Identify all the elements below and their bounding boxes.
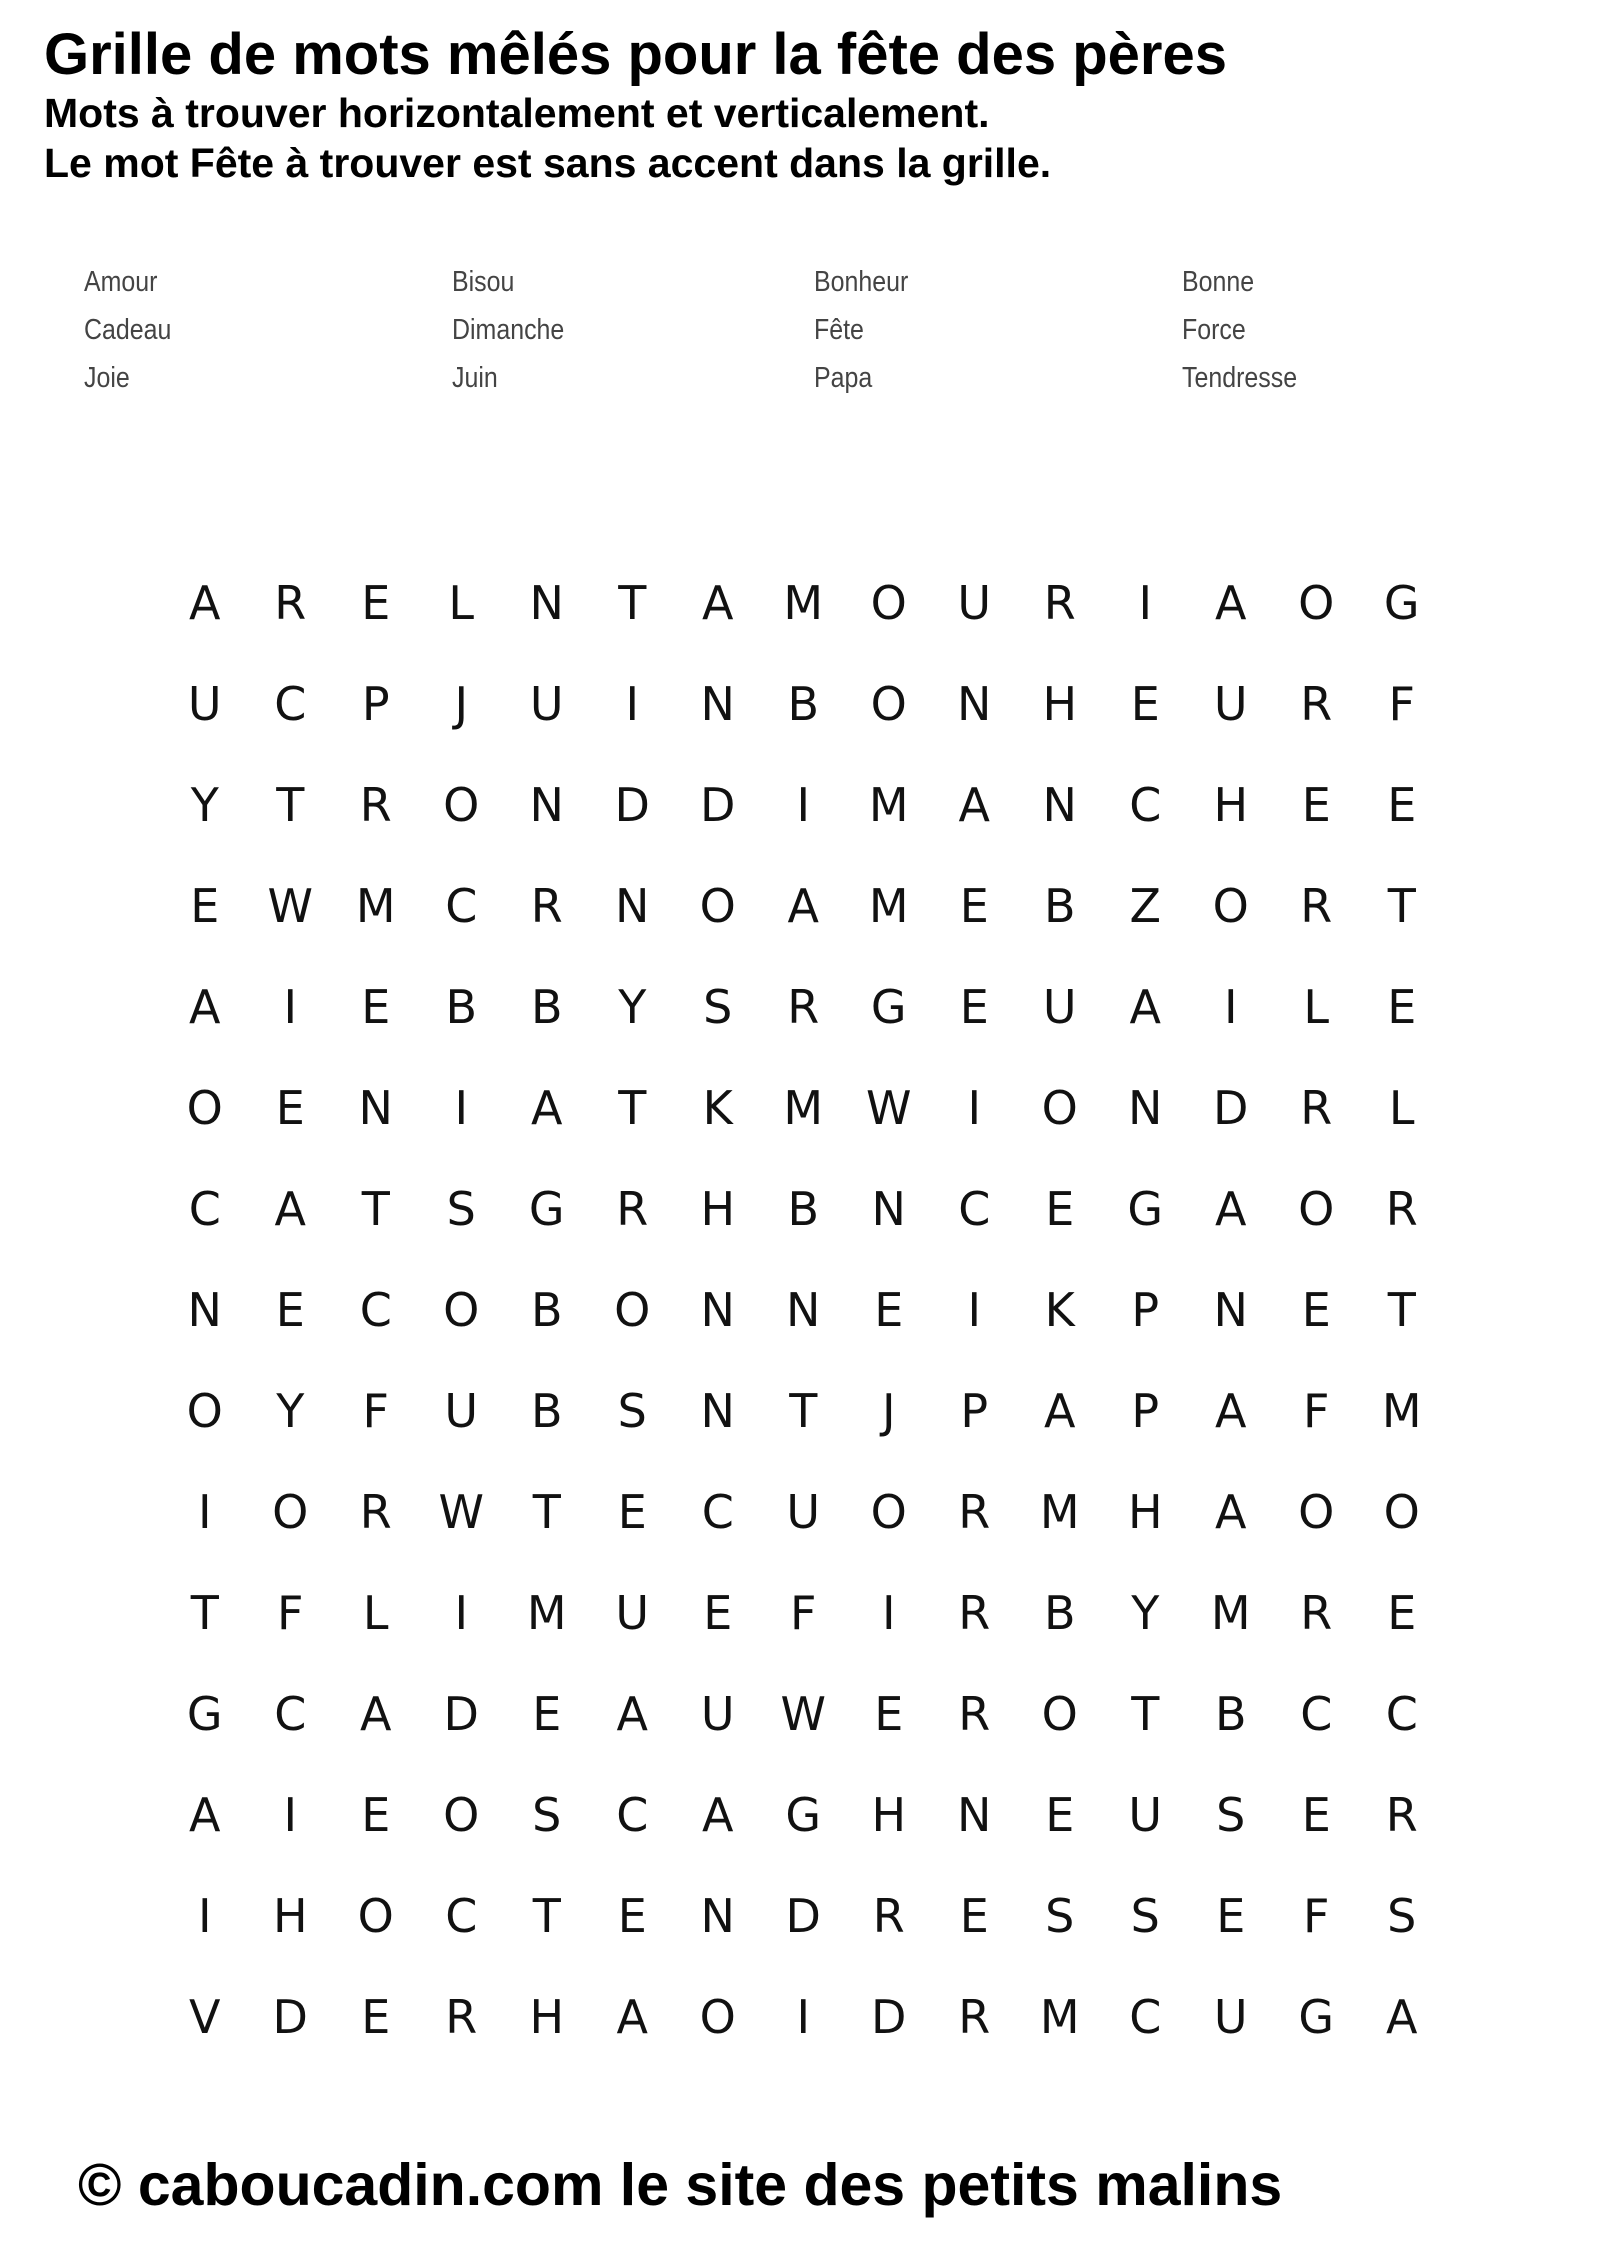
grid-cell: Z	[1129, 879, 1161, 933]
grid-cell: Y	[1131, 1586, 1160, 1640]
grid-cell: C	[1129, 778, 1162, 832]
grid-cell: A	[702, 1788, 734, 1842]
grid-cell: O	[357, 1889, 394, 1943]
grid-cell: A	[189, 1788, 221, 1842]
grid-cell: A	[531, 1081, 563, 1135]
grid-cell: R	[1043, 576, 1076, 630]
grid-cell: E	[1045, 1788, 1075, 1842]
grid-cell: E	[361, 980, 391, 1034]
word-list-item: Force	[1182, 314, 1246, 346]
grid-cell: R	[1385, 1788, 1418, 1842]
grid-cell: R	[958, 1990, 991, 2044]
grid-cell: G	[528, 1182, 565, 1236]
grid-cell: F	[362, 1384, 389, 1438]
grid-cell: P	[960, 1384, 989, 1438]
grid-cell: A	[958, 778, 990, 832]
grid-cell: D	[871, 1990, 907, 2044]
grid-cell: I	[197, 1889, 212, 1943]
grid-cell: U	[1213, 677, 1248, 731]
grid-cell: R	[787, 980, 820, 1034]
grid-cell: I	[283, 980, 298, 1034]
grid-cell: R	[359, 1485, 392, 1539]
grid-cell: N	[786, 1283, 821, 1337]
grid-cell: O	[1298, 1182, 1335, 1236]
grid-cell: L	[448, 576, 475, 630]
grid-cell: O	[272, 1485, 309, 1539]
grid-cell: E	[1130, 677, 1160, 731]
grid-cell: A	[702, 576, 734, 630]
grid-cell: O	[1212, 879, 1249, 933]
grid-cell: D	[785, 1889, 821, 1943]
grid-cell: E	[1301, 778, 1331, 832]
grid-cell: O	[1298, 1485, 1335, 1539]
grid-cell: G	[1127, 1182, 1164, 1236]
grid-cell: D	[1213, 1081, 1249, 1135]
grid-cell: E	[1387, 980, 1417, 1034]
grid-cell: T	[618, 1081, 647, 1135]
grid-cell: Y	[190, 778, 219, 832]
grid-cell: I	[796, 1990, 811, 2044]
grid-cell: A	[360, 1687, 392, 1741]
grid-cell: G	[186, 1687, 223, 1741]
grid-cell: N	[957, 1788, 992, 1842]
grid-cell: A	[1044, 1384, 1076, 1438]
grid-cell: F	[1303, 1889, 1330, 1943]
grid-cell: U	[1042, 980, 1077, 1034]
grid-cell: I	[625, 677, 640, 731]
word-list-item: Fête	[814, 314, 864, 346]
word-list-item: Bonne	[1182, 266, 1255, 298]
grid-cell: C	[1300, 1687, 1333, 1741]
grid-cell: E	[361, 1788, 391, 1842]
grid-cell: R	[958, 1485, 991, 1539]
grid-cell: O	[870, 677, 907, 731]
grid-cell: A	[274, 1182, 306, 1236]
grid-cell: B	[787, 1182, 820, 1236]
grid-cell: N	[1213, 1283, 1248, 1337]
grid-cell: T	[532, 1889, 561, 1943]
grid-cell: M	[355, 879, 396, 933]
word-list-item: Bisou	[452, 266, 515, 298]
grid-cell: S	[1130, 1889, 1160, 1943]
word-list-item: Tendresse	[1182, 362, 1298, 394]
grid-cell: A	[1129, 980, 1161, 1034]
grid-cell: S	[532, 1788, 562, 1842]
grid-cell: R	[530, 879, 563, 933]
grid-cell: H	[529, 1990, 565, 2044]
grid-cell: O	[699, 1990, 736, 2044]
grid-cell: N	[1128, 1081, 1163, 1135]
grid-cell: U	[529, 677, 564, 731]
grid-cell: D	[614, 778, 650, 832]
grid-cell: R	[445, 1990, 478, 2044]
grid-cell: G	[785, 1788, 822, 1842]
grid-cell: O	[1041, 1687, 1078, 1741]
grid-cell: L	[1303, 980, 1330, 1034]
grid-cell: D	[272, 1990, 308, 2044]
grid-cell: N	[700, 1384, 735, 1438]
grid-cell: P	[361, 677, 390, 731]
grid-cell: B	[787, 677, 820, 731]
grid-cell: F	[1303, 1384, 1330, 1438]
grid-cell: T	[1131, 1687, 1160, 1741]
grid-cell: T	[276, 778, 305, 832]
grid-cell: R	[1300, 677, 1333, 731]
grid-cell: P	[1131, 1384, 1160, 1438]
grid-cell: W	[438, 1485, 484, 1539]
grid-cell: O	[614, 1283, 651, 1337]
grid-cell: E	[1045, 1182, 1075, 1236]
grid-cell: R	[359, 778, 392, 832]
grid-cell: E	[703, 1586, 733, 1640]
word-list-item: Cadeau	[84, 314, 172, 346]
grid-cell: R	[958, 1586, 991, 1640]
footer-copyright: © caboucadin.com le site des petits malins	[78, 2152, 1283, 2218]
grid-cell: U	[444, 1384, 479, 1438]
grid-cell: B	[530, 1384, 563, 1438]
grid-cell: T	[1387, 879, 1416, 933]
grid-cell: P	[1131, 1283, 1160, 1337]
grid-cell: I	[454, 1081, 469, 1135]
grid-cell: I	[454, 1586, 469, 1640]
grid-cell: R	[1300, 1586, 1333, 1640]
grid-cell: C	[445, 879, 478, 933]
grid-cell: A	[189, 576, 221, 630]
letter-grid	[162, 568, 1445, 2083]
grid-cell: N	[957, 677, 992, 731]
grid-cell: C	[1385, 1687, 1418, 1741]
grid-cell: L	[1388, 1081, 1415, 1135]
grid-cell: M	[526, 1586, 567, 1640]
word-list	[84, 258, 1524, 402]
grid-cell: E	[532, 1687, 562, 1741]
grid-cell: B	[530, 980, 563, 1034]
grid-cell: S	[1216, 1788, 1246, 1842]
grid-cell: N	[871, 1182, 906, 1236]
grid-cell: C	[1129, 1990, 1162, 2044]
grid-cell: N	[529, 778, 564, 832]
grid-cell: O	[870, 1485, 907, 1539]
grid-cell: H	[700, 1182, 736, 1236]
grid-cell: C	[274, 677, 307, 731]
grid-cell: T	[532, 1485, 561, 1539]
grid-cell: Y	[618, 980, 647, 1034]
grid-cell: O	[443, 1788, 480, 1842]
grid-cell: N	[358, 1081, 393, 1135]
grid-cell: K	[1044, 1283, 1075, 1337]
grid-cell: R	[1300, 1081, 1333, 1135]
word-list-item: Dimanche	[452, 314, 565, 346]
grid-cell: H	[1127, 1485, 1163, 1539]
grid-cell: O	[443, 1283, 480, 1337]
grid-cell: F	[277, 1586, 304, 1640]
grid-cell: O	[186, 1081, 223, 1135]
grid-cell: T	[618, 576, 647, 630]
grid-cell: E	[617, 1485, 647, 1539]
grid-cell: E	[959, 879, 989, 933]
grid-cell: M	[783, 1081, 824, 1135]
grid-cell: E	[874, 1283, 904, 1337]
grid-cell: E	[1387, 1586, 1417, 1640]
grid-cell: R	[872, 1889, 905, 1943]
grid-cell: S	[617, 1384, 647, 1438]
grid-cell: G	[1383, 576, 1420, 630]
grid-cell: T	[361, 1182, 390, 1236]
grid-cell: W	[780, 1687, 826, 1741]
grid-cell: A	[1215, 576, 1247, 630]
header	[44, 22, 1564, 188]
grid-cell: O	[443, 778, 480, 832]
instruction-line-2: Le mot Fête à trouver est sans accent dans la grille.	[44, 140, 1052, 186]
grid-cell: M	[1381, 1384, 1422, 1438]
grid-cell: O	[1383, 1485, 1420, 1539]
grid-cell: E	[1301, 1788, 1331, 1842]
grid-cell: H	[1213, 778, 1249, 832]
grid-cell: U	[1128, 1788, 1163, 1842]
grid-cell: O	[1298, 576, 1335, 630]
grid-cell: B	[1043, 879, 1076, 933]
grid-cell: C	[958, 1182, 991, 1236]
grid-cell: M	[868, 778, 909, 832]
grid-cell: S	[1045, 1889, 1075, 1943]
grid-cell: T	[1387, 1283, 1416, 1337]
grid-cell: O	[186, 1384, 223, 1438]
grid-cell: N	[187, 1283, 222, 1337]
word-list-item: Papa	[814, 362, 873, 394]
grid-cell: C	[188, 1182, 221, 1236]
grid-cell: J	[881, 1384, 896, 1438]
grid-cell: O	[1041, 1081, 1078, 1135]
grid-cell: Y	[276, 1384, 305, 1438]
grid-cell: E	[617, 1889, 647, 1943]
grid-cell: D	[700, 778, 736, 832]
grid-cell: L	[362, 1586, 389, 1640]
grid-cell: S	[446, 1182, 476, 1236]
grid-cell: M	[783, 576, 824, 630]
grid-cell: A	[1215, 1485, 1247, 1539]
grid-cell: T	[190, 1586, 219, 1640]
grid-cell: V	[189, 1990, 221, 2044]
grid-cell: I	[967, 1283, 982, 1337]
grid-cell: G	[1298, 1990, 1335, 2044]
instruction-line-1: Mots à trouver horizontalement et verticalement.	[44, 90, 990, 136]
grid-cell: H	[272, 1889, 308, 1943]
grid-cell: R	[616, 1182, 649, 1236]
word-list-item: Joie	[84, 362, 130, 394]
grid-cell: E	[959, 1889, 989, 1943]
grid-cell: A	[616, 1687, 648, 1741]
grid-cell: A	[616, 1990, 648, 2044]
grid-cell: N	[700, 1283, 735, 1337]
grid-cell: R	[274, 576, 307, 630]
grid-cell: U	[615, 1586, 650, 1640]
grid-cell: C	[274, 1687, 307, 1741]
grid-cell: I	[967, 1081, 982, 1135]
grid-cell: B	[1214, 1687, 1247, 1741]
word-list-item: Amour	[84, 266, 158, 298]
grid-cell: E	[1387, 778, 1417, 832]
grid-cell: M	[1210, 1586, 1251, 1640]
grid-cell: E	[874, 1687, 904, 1741]
grid-cell: G	[870, 980, 907, 1034]
grid-cell: T	[789, 1384, 818, 1438]
grid-cell: A	[189, 980, 221, 1034]
grid-cell: N	[700, 677, 735, 731]
word-list-item: Juin	[452, 362, 498, 394]
grid-cell: I	[881, 1586, 896, 1640]
grid-cell: N	[529, 576, 564, 630]
grid-cell: E	[275, 1081, 305, 1135]
grid-cell: U	[957, 576, 992, 630]
grid-cell: F	[1388, 677, 1415, 731]
grid-cell: H	[1042, 677, 1078, 731]
grid-cell: R	[1300, 879, 1333, 933]
grid-cell: I	[1223, 980, 1238, 1034]
grid-cell: I	[283, 1788, 298, 1842]
grid-cell: A	[1215, 1384, 1247, 1438]
grid-cell: H	[871, 1788, 907, 1842]
grid-cell: B	[530, 1283, 563, 1337]
grid-cell: D	[443, 1687, 479, 1741]
grid-cell: U	[1213, 1990, 1248, 2044]
grid-cell: F	[790, 1586, 817, 1640]
grid-cell: C	[445, 1889, 478, 1943]
grid-cell: A	[1386, 1990, 1418, 2044]
grid-cell: N	[615, 879, 650, 933]
grid-cell: C	[701, 1485, 734, 1539]
page-title: Grille de mots mêlés pour la fête des pères	[44, 22, 1227, 87]
grid-cell: M	[1039, 1990, 1080, 2044]
word-list-item: Bonheur	[814, 266, 909, 298]
grid-cell: E	[361, 1990, 391, 2044]
grid-cell: I	[197, 1485, 212, 1539]
grid-cell: B	[1043, 1586, 1076, 1640]
grid-cell: E	[275, 1283, 305, 1337]
grid-cell: A	[1215, 1182, 1247, 1236]
grid-cell: K	[702, 1081, 733, 1135]
grid-cell: O	[699, 879, 736, 933]
grid-cell: C	[616, 1788, 649, 1842]
grid-cell: N	[700, 1889, 735, 1943]
grid-cell: E	[190, 879, 220, 933]
grid-cell: E	[959, 980, 989, 1034]
grid-cell: N	[1042, 778, 1077, 832]
grid-cell: E	[1301, 1283, 1331, 1337]
grid-cell: S	[703, 980, 733, 1034]
grid-cell: A	[787, 879, 819, 933]
grid-cell: I	[1138, 576, 1153, 630]
grid-cell: R	[958, 1687, 991, 1741]
grid-cell: U	[786, 1485, 821, 1539]
grid-cell: W	[866, 1081, 912, 1135]
grid-cell: R	[1385, 1182, 1418, 1236]
grid-cell: E	[361, 576, 391, 630]
grid-cell: U	[187, 677, 222, 731]
grid-cell: M	[868, 879, 909, 933]
grid-cell: S	[1387, 1889, 1417, 1943]
grid-cell: E	[1216, 1889, 1246, 1943]
grid-cell: U	[700, 1687, 735, 1741]
grid-cell: M	[1039, 1485, 1080, 1539]
grid-cell: B	[445, 980, 478, 1034]
grid-cell: W	[267, 879, 313, 933]
grid-cell: O	[870, 576, 907, 630]
grid-cell: I	[796, 778, 811, 832]
grid-cell: C	[359, 1283, 392, 1337]
grid-cell: J	[454, 677, 469, 731]
